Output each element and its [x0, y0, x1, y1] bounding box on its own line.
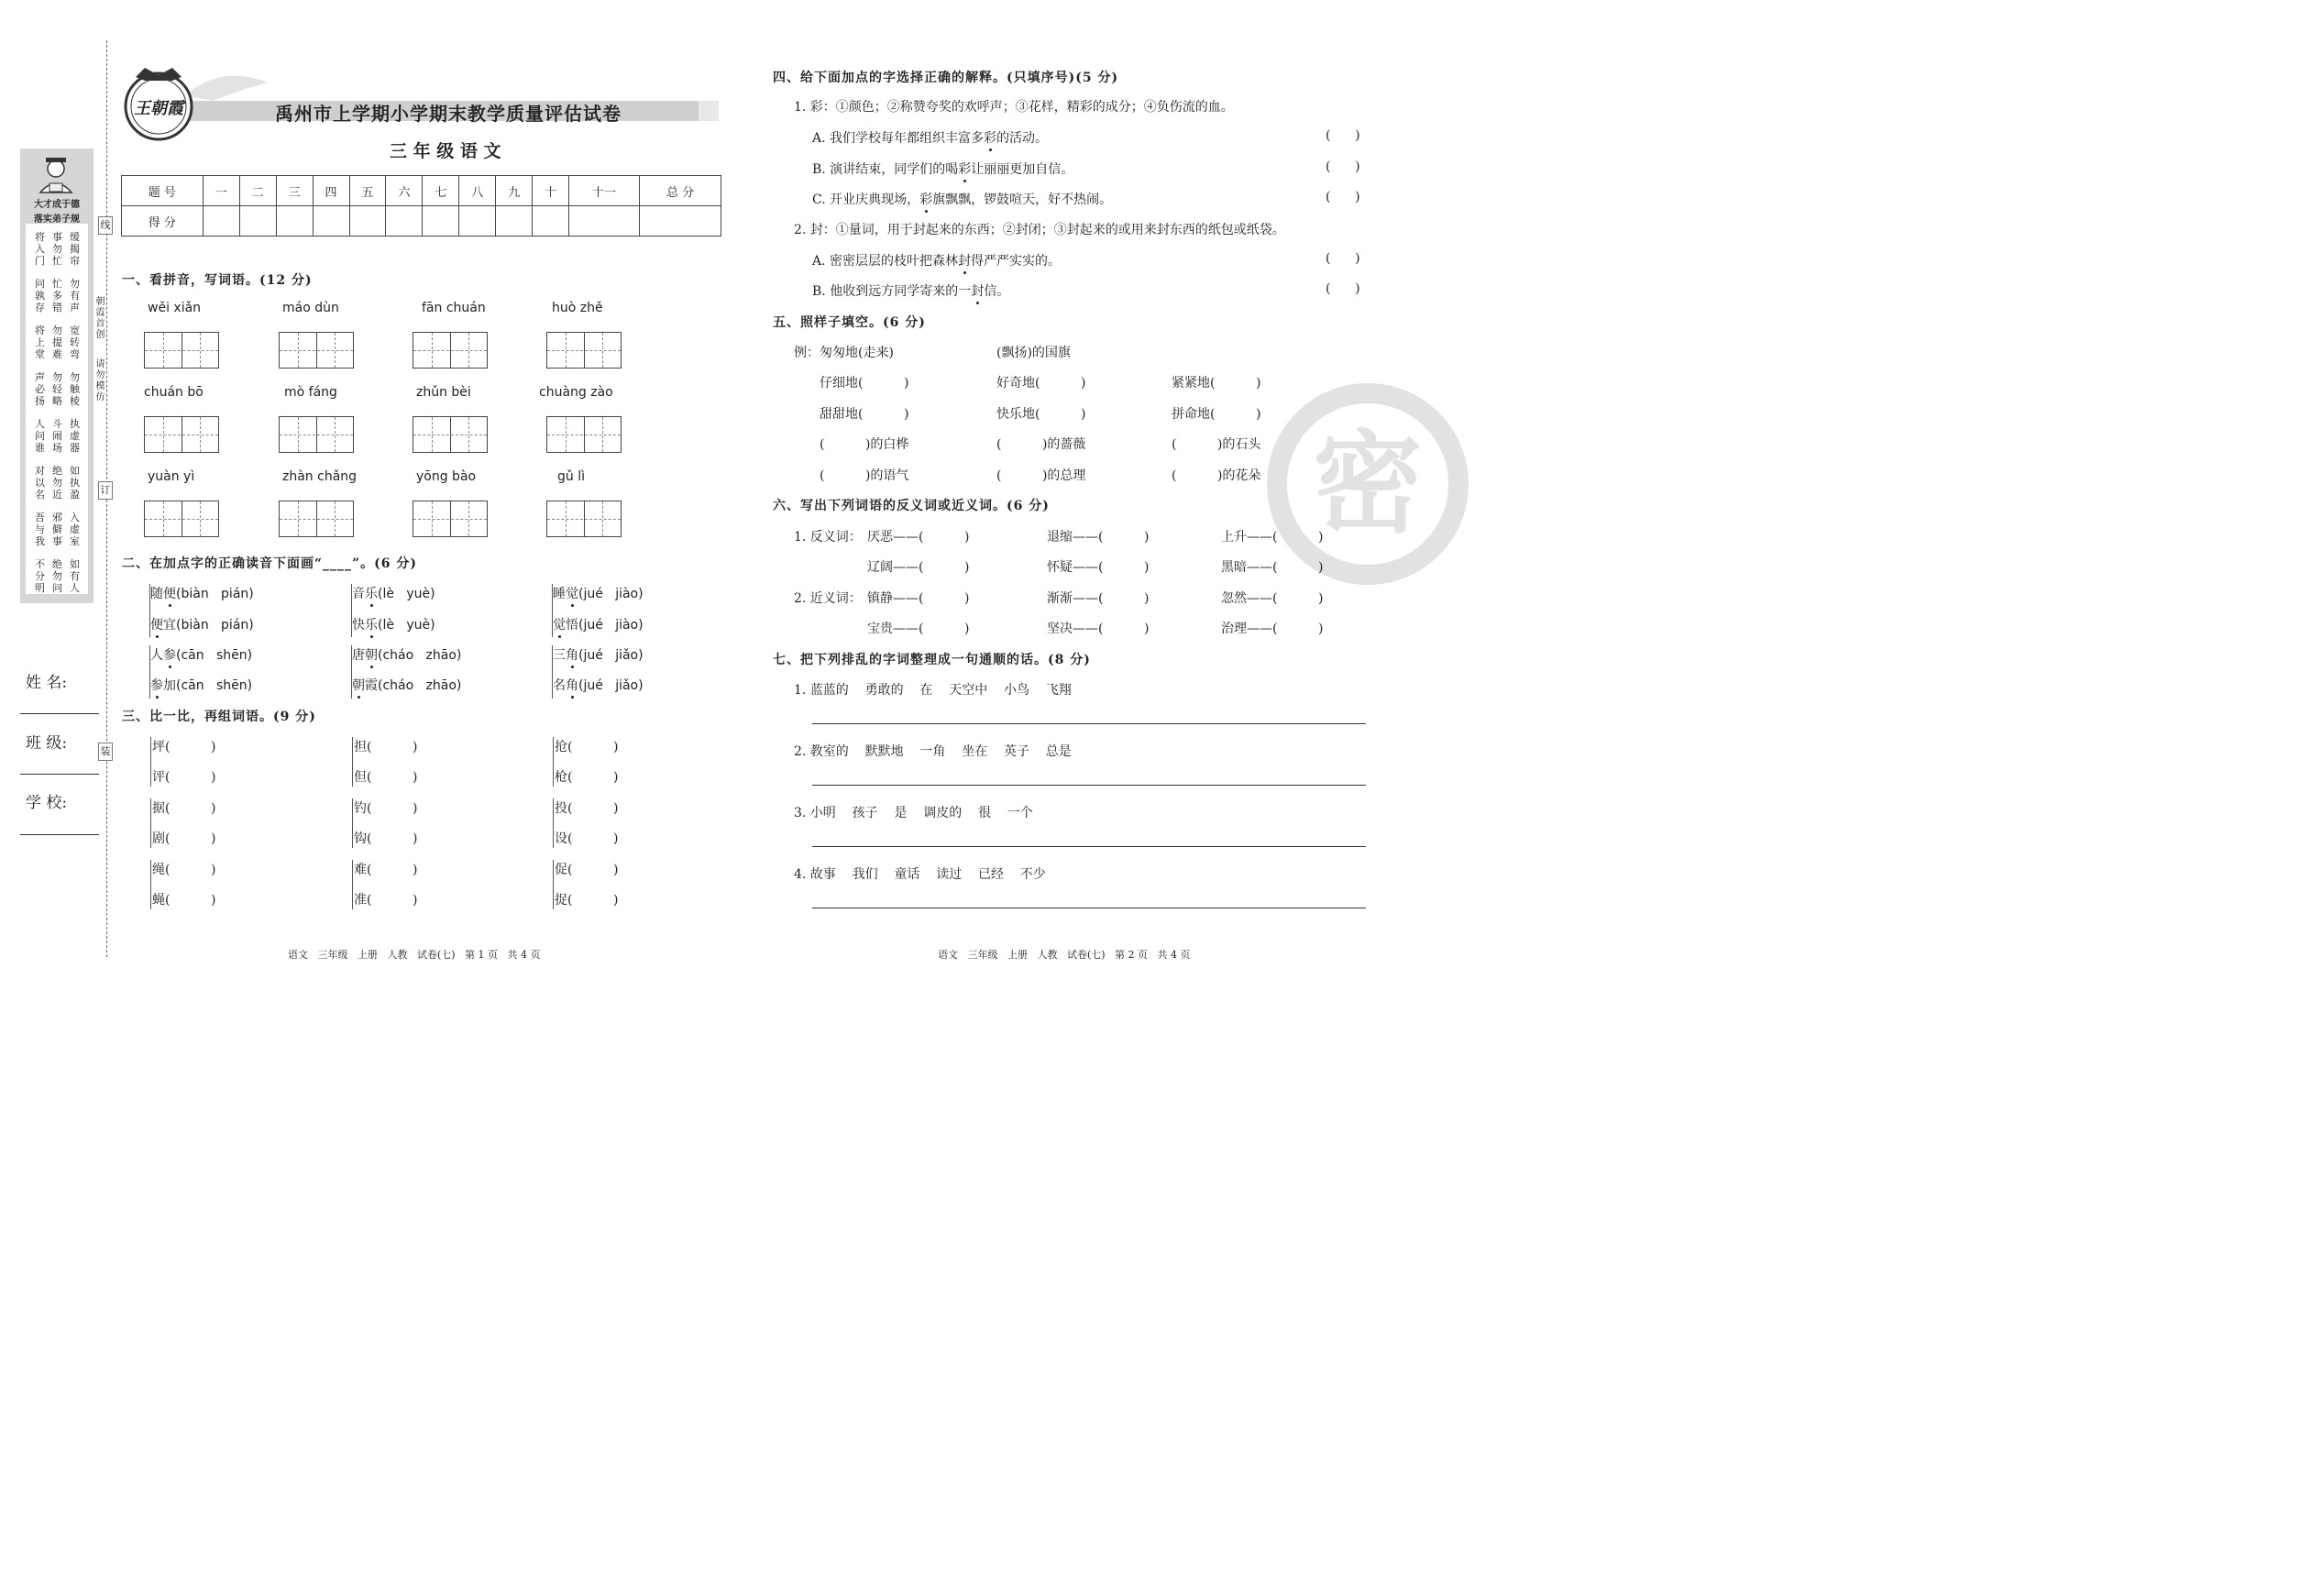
word-part: 人	[150, 648, 163, 663]
pinyin-prompt: mò fáng	[284, 385, 337, 400]
tianzige-writing-box[interactable]	[279, 416, 354, 453]
q5-example-2: (飘扬)的国旗	[996, 346, 1071, 360]
dotted-character: 觉	[553, 615, 566, 633]
q1-title: 一、看拼音，写词语。(12 分)	[122, 273, 313, 288]
target-character: 钩	[354, 831, 367, 846]
pinyin-options[interactable]: (jué jiào)	[578, 587, 644, 601]
fill-blank-item[interactable]: 快乐地( )	[996, 407, 1086, 422]
word-formation-item[interactable]	[152, 829, 215, 847]
item-bar	[553, 737, 554, 787]
verse-column: 吾与我	[35, 512, 45, 547]
q7-title: 七、把下列排乱的字词整理成一句通顺的话。(8 分)	[773, 653, 1091, 667]
answer-line[interactable]	[812, 785, 1366, 786]
verse-column: 执虚器	[70, 418, 80, 454]
school-label: 学 校:	[26, 794, 68, 812]
verse-column: 不分明	[35, 558, 45, 594]
verse-column: 声必扬	[35, 371, 45, 407]
item-bar	[553, 860, 554, 909]
pronunciation-item[interactable]	[553, 645, 644, 664]
word-pair-item[interactable]: 上升——( )	[1221, 530, 1324, 545]
target-character: 蝇	[152, 893, 165, 908]
scrambled-words: 3. 小明 孩子 是 调皮的 很 一个	[794, 806, 1033, 820]
item-bar	[150, 798, 151, 848]
dotted-character: 朝	[365, 645, 378, 664]
score-column-header: 十	[533, 176, 569, 206]
word-formation-item[interactable]	[354, 798, 417, 817]
word-part: 霞	[365, 678, 378, 693]
watermark-text: 密	[1313, 419, 1423, 548]
word-part: 名	[553, 678, 566, 693]
item-bar	[552, 645, 553, 699]
pinyin-options[interactable]: (jué jiǎo)	[578, 648, 644, 663]
bind-mark: 装	[98, 743, 113, 761]
pronunciation-item[interactable]	[150, 645, 252, 664]
fill-blank-item[interactable]: ( )的语气	[820, 468, 909, 483]
target-character: 准	[354, 893, 367, 908]
dotted-character: 觉	[566, 584, 578, 602]
score-column-header: 八	[459, 176, 496, 206]
pronunciation-item[interactable]	[553, 584, 644, 602]
word-formation-item[interactable]	[555, 737, 618, 755]
fill-blank-item[interactable]: ( )的石头	[1172, 437, 1261, 452]
score-column-header: 九	[496, 176, 533, 206]
fill-blank-item[interactable]: ( )的白桦	[820, 437, 909, 452]
answer-blank[interactable]: ( )	[1326, 251, 1360, 266]
answer-blank[interactable]: ( )	[1326, 190, 1360, 204]
margin-note: 请勿模仿	[95, 359, 105, 402]
pronunciation-item[interactable]	[150, 676, 252, 694]
verse-column: 入虚室	[70, 512, 80, 547]
word-formation-item[interactable]	[354, 890, 417, 908]
word-formation-item[interactable]	[555, 767, 618, 786]
word-part: 唐	[352, 648, 365, 663]
word-pair-item[interactable]: 治理——( )	[1221, 622, 1324, 636]
class-label: 班 级:	[26, 734, 68, 753]
score-cell[interactable]	[533, 206, 569, 237]
verse-column: 忙多错	[52, 278, 62, 314]
tianzige-writing-box[interactable]	[279, 501, 354, 537]
pinyin-prompt: fān chuán	[422, 301, 486, 315]
answer-blank[interactable]: ( )	[367, 893, 418, 908]
score-cell[interactable]	[239, 206, 276, 237]
score-cell[interactable]	[313, 206, 349, 237]
tianzige-writing-box[interactable]	[546, 416, 622, 453]
pinyin-prompt: máo dùn	[282, 301, 339, 315]
item-bar	[352, 860, 353, 909]
score-column-header: 二	[239, 176, 276, 206]
answer-blank[interactable]: ( )	[165, 893, 216, 908]
pinyin-options[interactable]: (jué jiǎo)	[578, 678, 644, 693]
answer-blank[interactable]: ( )	[367, 801, 418, 816]
score-column-header: 七	[423, 176, 459, 206]
answer-blank[interactable]: ( )	[567, 740, 619, 754]
pinyin-prompt: wěi xiǎn	[148, 301, 202, 315]
word-formation-item[interactable]	[152, 890, 215, 908]
word-pair-item[interactable]: 黑暗——( )	[1221, 560, 1324, 575]
score-cell[interactable]	[203, 206, 239, 237]
brand-logo-text: 王朝霞	[134, 99, 183, 118]
score-row-label: 得 分	[122, 206, 204, 237]
item-bar	[352, 798, 353, 848]
score-cell[interactable]	[276, 206, 313, 237]
item-bar	[150, 860, 151, 909]
verse-column: 宽转弯	[70, 325, 80, 360]
answer-blank[interactable]: ( )	[1326, 128, 1360, 143]
dotted-character: 乐	[365, 615, 378, 633]
word-formation-item[interactable]	[152, 798, 215, 817]
score-column-header: 一	[203, 176, 239, 206]
watermark-seal	[1267, 383, 1469, 585]
word-formation-item[interactable]	[152, 860, 215, 878]
bind-mark: 订	[98, 481, 113, 500]
verse-column: 勿触棱	[70, 371, 80, 407]
word-formation-item[interactable]	[555, 829, 618, 847]
target-character: 剧	[152, 831, 165, 846]
word-part: 随	[150, 587, 163, 601]
verse-column: 如执盈	[70, 465, 80, 501]
answer-blank[interactable]: ( )	[165, 831, 216, 846]
verse-column: 勿提难	[52, 325, 62, 360]
pronunciation-item[interactable]	[352, 584, 435, 602]
verse-column: 问孰存	[35, 278, 45, 314]
target-character: 担	[354, 740, 367, 754]
answer-blank[interactable]: ( )	[567, 863, 619, 877]
verse-column: 如有人	[70, 558, 80, 594]
q4-definition-2: 2. 封：①量词，用于封起来的东西；②封闭；③封起来的或用来封东西的纸包或纸袋。	[794, 223, 1285, 237]
dotted-character: 朝	[352, 676, 365, 694]
tianzige-writing-box[interactable]	[546, 501, 622, 537]
pronunciation-item[interactable]	[352, 676, 461, 694]
item-bar	[351, 584, 352, 637]
target-character: 枪	[555, 770, 567, 785]
target-character: 捉	[555, 893, 567, 908]
pronunciation-item[interactable]	[150, 615, 254, 633]
motto-bottom: 落实弟子规	[34, 215, 80, 225]
q4-sentence-2b: B. 他收到远方同学寄来的一封信。	[812, 281, 1009, 300]
tianzige-writing-box[interactable]	[413, 416, 488, 453]
q4-definition-1: 1. 彩：①颜色；②称赞夸奖的欢呼声；③花样，精彩的成分；④负伤流的血。	[794, 100, 1234, 115]
q4-sentence-1a: A. 我们学校每年都组织丰富多彩的活动。	[812, 128, 1048, 147]
verse-column: 人问谁	[35, 418, 45, 454]
score-cell[interactable]	[459, 206, 496, 237]
q4-sentence-1b: B. 演讲结束，同学们的喝彩让丽丽更加自信。	[812, 160, 1073, 178]
score-cell[interactable]	[496, 206, 533, 237]
margin-note: 朝霞首创	[95, 297, 105, 340]
pinyin-options[interactable]: (jué jiào)	[578, 618, 644, 633]
fill-blank-item[interactable]: ( )的蔷薇	[996, 437, 1086, 452]
dotted-character: 便	[150, 615, 163, 633]
fill-blank-item[interactable]: 拼命地( )	[1172, 407, 1261, 422]
answer-blank[interactable]: ( )	[567, 770, 619, 785]
pinyin-options[interactable]: (lè yuè)	[378, 587, 435, 601]
answer-blank[interactable]: ( )	[367, 863, 418, 877]
score-cell[interactable]	[423, 206, 459, 237]
target-character: 据	[152, 801, 165, 816]
score-table	[121, 175, 721, 237]
pronunciation-item[interactable]	[352, 615, 435, 633]
scrambled-words: 2. 教室的 默默地 一角 坐在 英子 总是	[794, 744, 1072, 759]
verse-column: 对以名	[35, 465, 45, 501]
pinyin-prompt: huò zhě	[552, 301, 603, 315]
dotted-character: 便	[163, 584, 176, 602]
fill-blank-item[interactable]: ( )的花朵	[1172, 468, 1261, 483]
word-formation-item[interactable]	[152, 737, 215, 755]
pinyin-prompt: gǔ lì	[557, 469, 585, 484]
scholar-figure-icon	[33, 152, 79, 196]
dotted-character: 乐	[365, 584, 378, 602]
tianzige-writing-box[interactable]	[279, 332, 354, 369]
answer-line[interactable]	[812, 846, 1366, 847]
pinyin-options[interactable]: (lè yuè)	[378, 618, 435, 633]
fill-blank-item[interactable]: 好奇地( )	[996, 376, 1086, 391]
target-character: 钓	[354, 801, 367, 816]
score-column-header: 五	[349, 176, 386, 206]
word-part: 三	[553, 648, 566, 663]
target-character: 投	[555, 801, 567, 816]
tianzige-writing-box[interactable]	[144, 332, 219, 369]
score-column-header: 六	[386, 176, 423, 206]
word-formation-item[interactable]	[354, 860, 417, 878]
verse-column: 邪僻事	[52, 512, 62, 547]
answer-blank[interactable]: ( )	[367, 740, 418, 754]
dotted-character: 参	[150, 676, 163, 694]
answer-blank[interactable]: ( )	[567, 801, 619, 816]
score-column-header: 三	[276, 176, 313, 206]
pinyin-options[interactable]: (biàn pián)	[176, 587, 254, 601]
word-part: 睡	[553, 587, 566, 601]
word-pair-item[interactable]: 怀疑——( )	[1047, 560, 1150, 575]
target-character: 但	[354, 770, 367, 785]
score-cell[interactable]	[640, 206, 721, 237]
item-bar	[149, 645, 150, 699]
answer-line[interactable]	[812, 723, 1366, 724]
name-input-line[interactable]	[20, 713, 99, 714]
score-cell[interactable]	[349, 206, 386, 237]
tianzige-writing-box[interactable]	[144, 416, 219, 453]
verse-column: 将入门	[35, 231, 45, 267]
word-formation-item[interactable]	[555, 798, 618, 817]
word-part: 音	[352, 587, 365, 601]
verse-column: 缓揭帘	[70, 231, 80, 267]
word-formation-item[interactable]	[354, 737, 417, 755]
word-part: 悟	[566, 618, 578, 633]
verse-column: 绝勿问	[52, 558, 62, 594]
pinyin-prompt: zhǔn bèi	[416, 385, 471, 400]
answer-blank[interactable]: ( )	[567, 831, 619, 846]
exam-title: 禹州市上学期小学期末教学质量评估试卷	[275, 103, 622, 125]
verse-column: 勿轻略	[52, 371, 62, 407]
answer-blank[interactable]: ( )	[165, 863, 216, 877]
fill-blank-item[interactable]: 仔细地( )	[820, 376, 909, 391]
pinyin-options[interactable]: (biàn pián)	[176, 618, 254, 633]
dotted-character: 角	[566, 645, 578, 664]
scrambled-words: 1. 蓝蓝的 勇敢的 在 天空中 小鸟 飞翔	[794, 683, 1072, 698]
answer-blank[interactable]: ( )	[1326, 160, 1360, 174]
answer-blank[interactable]: ( )	[367, 770, 418, 785]
item-bar	[149, 584, 150, 637]
word-formation-item[interactable]	[555, 890, 618, 908]
word-pair-item[interactable]: 厌恶——( )	[867, 530, 970, 545]
pinyin-options[interactable]: (cān shēn)	[176, 648, 253, 663]
item-bar	[352, 737, 353, 787]
pinyin-options[interactable]: (cháo zhāo)	[378, 648, 462, 663]
school-input-line[interactable]	[20, 834, 99, 835]
name-label: 姓 名:	[26, 674, 68, 692]
word-pair-item[interactable]: 镇静——( )	[867, 591, 970, 606]
verse-column: 将上堂	[35, 325, 45, 360]
q2-title: 二、在加点字的正确读音下面画“____”。(6 分)	[122, 556, 417, 571]
score-column-header: 四	[313, 176, 349, 206]
word-formation-item[interactable]	[354, 829, 417, 847]
verse-column: 事勿忙	[52, 231, 62, 267]
q6-antonym-label: 1. 反义词：	[794, 530, 862, 545]
answer-blank[interactable]: ( )	[165, 770, 216, 785]
word-pair-item[interactable]: 坚决——( )	[1047, 622, 1150, 636]
motto-top: 大才成于德	[34, 200, 80, 210]
dotted-character: 参	[163, 645, 176, 664]
score-cell[interactable]	[386, 206, 423, 237]
item-bar	[552, 584, 553, 637]
bind-mark: 线	[98, 216, 113, 235]
score-header-label: 题 号	[122, 176, 204, 206]
word-pair-item[interactable]: 忽然——( )	[1221, 591, 1324, 606]
tianzige-writing-box[interactable]	[144, 501, 219, 537]
score-column-header: 十一	[569, 176, 640, 206]
pinyin-prompt: yōng bào	[416, 469, 477, 484]
word-pair-item[interactable]: 渐渐——( )	[1047, 591, 1150, 606]
answer-blank[interactable]: ( )	[165, 801, 216, 816]
tianzige-writing-box[interactable]	[546, 332, 622, 369]
answer-blank[interactable]: ( )	[367, 831, 418, 846]
fill-blank-item[interactable]: 甜甜地( )	[820, 407, 909, 422]
verse-column: 勿有声	[70, 278, 80, 314]
item-bar	[553, 798, 554, 848]
target-character: 促	[555, 863, 567, 877]
q4-sentence-2a: A. 密密层层的枝叶把森林封得严严实实的。	[812, 251, 1061, 270]
word-formation-item[interactable]	[555, 860, 618, 878]
q6-title: 六、写出下列词语的反义词或近义词。(6 分)	[773, 499, 1050, 513]
pinyin-prompt: yuàn yì	[148, 469, 195, 484]
target-character: 抢	[555, 740, 567, 754]
footer-left: 语文 三年级 上册 人教 试卷(七) 第 1 页 共 4 页	[288, 949, 541, 961]
scrambled-words: 4. 故事 我们 童话 读过 已经 不少	[794, 867, 1046, 882]
pronunciation-item[interactable]	[352, 645, 461, 664]
pronunciation-item[interactable]	[553, 615, 644, 633]
word-pair-item[interactable]: 辽阔——( )	[867, 560, 970, 575]
word-part: 宜	[163, 618, 176, 633]
pinyin-options[interactable]: (cān shēn)	[176, 678, 253, 693]
subject-title: 三 年 级 语 文	[390, 141, 501, 161]
q4-title: 四、给下面加点的字选择正确的解释。(只填序号)(5 分)	[773, 71, 1119, 85]
verse-column: 斗闹场	[52, 418, 62, 454]
tianzige-writing-box[interactable]	[413, 501, 488, 537]
tianzige-writing-box[interactable]	[413, 332, 488, 369]
verse-column: 绝勿近	[52, 465, 62, 501]
answer-blank[interactable]: ( )	[165, 740, 216, 754]
footer-right: 语文 三年级 上册 人教 试卷(七) 第 2 页 共 4 页	[938, 949, 1191, 961]
word-pair-item[interactable]: 宝贵——( )	[867, 622, 970, 636]
word-part: 快	[352, 618, 365, 633]
answer-blank[interactable]: ( )	[567, 893, 619, 908]
q5-example-1: 例：匆匆地(走来)	[794, 346, 894, 360]
fill-blank-item[interactable]: ( )的总理	[996, 468, 1086, 483]
pronunciation-item[interactable]	[150, 584, 254, 602]
q3-title: 三、比一比，再组词语。(9 分)	[122, 710, 316, 724]
score-cell[interactable]	[569, 206, 640, 237]
target-character: 评	[152, 770, 165, 785]
q6-synonym-label: 2. 近义词：	[794, 591, 862, 606]
pronunciation-item[interactable]	[553, 676, 644, 694]
score-column-header: 总 分	[640, 176, 721, 206]
target-character: 坪	[152, 740, 165, 754]
dotted-character: 角	[566, 676, 578, 694]
q5-title: 五、照样子填空。(6 分)	[773, 315, 926, 330]
word-pair-item[interactable]: 退缩——( )	[1047, 530, 1150, 545]
word-formation-item[interactable]	[152, 767, 215, 786]
word-formation-item[interactable]	[354, 767, 417, 786]
item-bar	[351, 645, 352, 699]
fill-blank-item[interactable]: 紧紧地( )	[1172, 376, 1261, 391]
target-character: 绳	[152, 863, 165, 877]
target-character: 设	[555, 831, 567, 846]
item-bar	[150, 737, 151, 787]
pinyin-prompt: zhàn chǎng	[282, 469, 358, 484]
pinyin-prompt: chuán bō	[144, 385, 204, 400]
pinyin-prompt: chuàng zào	[539, 385, 613, 400]
target-character: 难	[354, 863, 367, 877]
q4-sentence-1c: C. 开业庆典现场，彩旗飘飘，锣鼓喧天，好不热闹。	[812, 190, 1112, 208]
word-part: 加	[163, 678, 176, 693]
class-input-line[interactable]	[20, 774, 99, 775]
pinyin-options[interactable]: (cháo zhāo)	[378, 678, 462, 693]
answer-blank[interactable]: ( )	[1326, 281, 1360, 296]
